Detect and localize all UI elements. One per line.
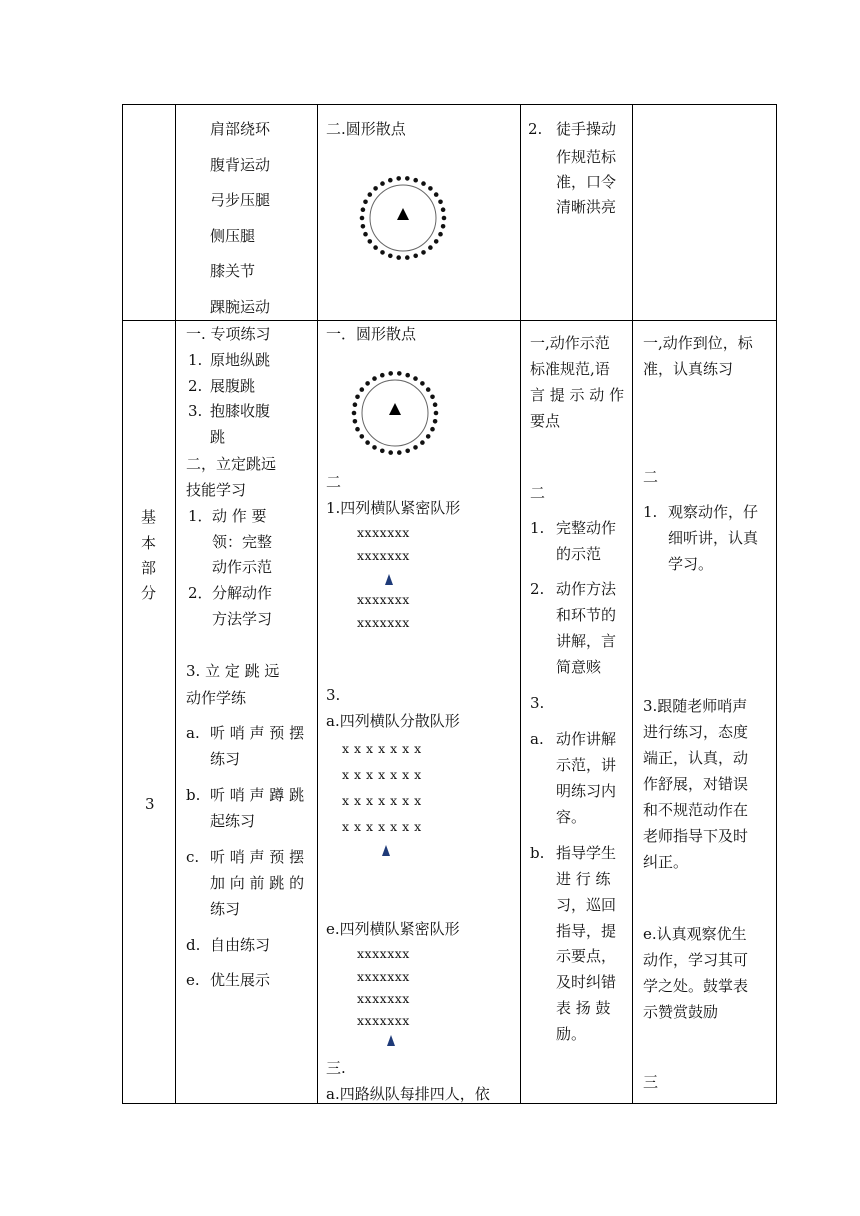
student-dot: [355, 427, 360, 432]
teacher-text: 标准规范,语: [530, 360, 610, 378]
student-dot: [434, 192, 439, 197]
student-text: 进行练习，态度: [643, 723, 749, 741]
heading: 一. 专项练习: [186, 325, 271, 343]
time-minutes: 3: [145, 795, 155, 813]
student-dot: [380, 250, 385, 255]
row1-col4-line: 准，口令: [556, 173, 617, 191]
col-divider-4: [632, 104, 633, 1104]
item-text: 动 作 要: [212, 507, 267, 525]
col-divider-1: [175, 104, 176, 1104]
item-text: 抱膝收腹: [210, 402, 271, 420]
student-dot: [413, 178, 418, 183]
item-text: 明练习内: [556, 782, 617, 800]
student-dot: [353, 419, 358, 424]
student-text: 示赞赏鼓励: [643, 1003, 719, 1021]
teacher-text: 一,动作示范: [530, 334, 610, 352]
student-dot: [426, 434, 431, 439]
item-num: c.: [186, 848, 200, 866]
item-text: 指导，提: [556, 922, 617, 940]
heading: 技能学习: [186, 481, 247, 499]
item-num: 1.: [188, 351, 203, 369]
student-dot: [438, 232, 443, 237]
student-text: 3.跟随老师哨声: [643, 697, 748, 715]
item-text: 原地纵跳: [210, 351, 271, 369]
row1-col2-line: 腹背运动: [210, 156, 271, 174]
item-text: 示范，讲: [556, 756, 617, 774]
student-dot: [420, 381, 425, 386]
item-num: e.: [186, 971, 200, 989]
section-two: 二: [530, 484, 546, 502]
formation-row: x x x x x x x: [342, 741, 422, 756]
heading: 3. 立 定 跳 远: [186, 662, 280, 680]
student-dot: [361, 224, 366, 229]
row1-formation-title: 二.圆形散点: [326, 120, 406, 138]
section-two: 二: [643, 468, 659, 486]
student-text: 准，认真练习: [643, 360, 734, 378]
heading: 动作学练: [186, 689, 247, 707]
row1-col4-line: 作规范标: [556, 148, 617, 166]
section-two: 二: [326, 473, 342, 491]
student-dot: [373, 245, 378, 250]
student-dot: [397, 450, 402, 455]
student-dot: [438, 200, 443, 205]
student-dot: [396, 255, 401, 260]
section-three: 3.: [530, 694, 545, 712]
student-dot: [433, 402, 438, 407]
teacher-text: 言 提 示 动 作: [530, 386, 625, 404]
formation-title: 1.四列横队紧密队形: [326, 499, 461, 517]
student-dot: [360, 387, 365, 392]
section-three: 3.: [326, 686, 341, 704]
row1-col2-line: 踝腕运动: [210, 298, 271, 316]
student-dot: [413, 254, 418, 259]
item-text: 进 行 练: [556, 870, 611, 888]
student-text: 和不规范动作在: [643, 801, 749, 819]
student-dot: [352, 411, 357, 416]
student-dot: [430, 427, 435, 432]
item-num: 2.: [530, 580, 545, 598]
teacher-text: 要点: [530, 412, 561, 430]
row1-col2-line: 肩部绕环: [210, 120, 271, 138]
student-dot: [365, 381, 370, 386]
student-text: 学之处。鼓掌表: [643, 977, 749, 995]
item-text: 起练习: [210, 812, 256, 830]
item-text: 听 哨 声 蹲 跳: [210, 786, 305, 804]
student-text: 一,动作到位，标: [643, 334, 753, 352]
heading: 二，立定跳远: [186, 455, 277, 473]
student-text: e.认真观察优生: [643, 925, 747, 943]
student-dot: [380, 181, 385, 186]
student-dot: [363, 232, 368, 237]
section-label-char: 基: [141, 508, 157, 526]
student-text: 端正，认真，动: [643, 749, 749, 767]
student-dot: [363, 200, 368, 205]
circle-formation-diagram-1: [356, 175, 452, 265]
formation-title: 一．圆形散点: [326, 325, 417, 343]
item-text: 优生展示: [210, 971, 271, 989]
student-dot: [388, 178, 393, 183]
item-text: 练习: [210, 900, 241, 918]
item-text: 表 扬 鼓: [556, 999, 611, 1017]
formation-row: xxxxxxx: [357, 615, 410, 630]
item-text: 和环节的: [556, 606, 617, 624]
formation-row: xxxxxxx: [357, 1013, 410, 1028]
item-text: 领：完整: [212, 533, 273, 551]
student-dot: [355, 395, 360, 400]
student-dot: [442, 216, 447, 221]
item-text: 完整动作: [556, 519, 617, 537]
item-text: 励。: [556, 1025, 587, 1043]
student-dot: [368, 239, 373, 244]
student-dot: [380, 373, 385, 378]
student-dot: [426, 387, 431, 392]
item-text-cont: 跳: [210, 428, 226, 446]
formation-title: e.四列横队紧密队形: [326, 920, 460, 938]
student-dot: [405, 255, 410, 260]
item-num: 2.: [188, 377, 203, 395]
student-dot: [413, 445, 418, 450]
item-text: 习，巡回: [556, 896, 617, 914]
teacher-marker-icon: [385, 574, 393, 585]
row1-col4-num: 2.: [528, 120, 543, 138]
item-num: 2．: [188, 584, 213, 602]
student-dot: [365, 440, 370, 445]
item-text: 容。: [556, 808, 587, 826]
student-dot: [421, 250, 426, 255]
item-text: 简意赅: [556, 658, 602, 676]
item-text: 听 哨 声 预 摆: [210, 848, 305, 866]
student-dot: [380, 449, 385, 454]
student-dot: [388, 450, 393, 455]
student-dot: [372, 376, 377, 381]
formation-row: xxxxxxx: [357, 548, 410, 563]
item-text: 学习。: [668, 555, 714, 573]
student-dot: [441, 224, 446, 229]
formation-title: a.四路纵队每排四人，依: [326, 1085, 490, 1103]
row1-col2-line: 弓步压腿: [210, 191, 271, 209]
item-text: 加 向 前 跳 的: [210, 874, 305, 892]
col-divider-2: [317, 104, 318, 1104]
item-text: 动作讲解: [556, 730, 617, 748]
student-dot: [434, 411, 439, 416]
teacher-marker-icon: [387, 1035, 395, 1046]
formation-row: x x x x x x x: [342, 819, 422, 834]
section-three: 三: [643, 1073, 659, 1091]
student-dot: [405, 373, 410, 378]
row-divider: [122, 320, 777, 321]
item-text: 方法学习: [212, 610, 273, 628]
student-dot: [368, 192, 373, 197]
student-dot: [433, 419, 438, 424]
section-three-cn: 三.: [326, 1059, 346, 1077]
student-dot: [428, 186, 433, 191]
row1-col2-line: 膝关节: [210, 262, 256, 280]
item-text: 的示范: [556, 545, 602, 563]
item-num: 1.: [530, 519, 545, 537]
item-text: 自由练习: [210, 936, 271, 954]
student-dot: [353, 402, 358, 407]
formation-row: xxxxxxx: [357, 946, 410, 961]
student-dot: [361, 207, 366, 212]
teacher-marker-icon: [382, 845, 390, 856]
student-dot: [434, 239, 439, 244]
item-num: b.: [186, 786, 201, 804]
item-num: b.: [530, 844, 545, 862]
student-dot: [360, 434, 365, 439]
student-dot: [397, 371, 402, 376]
item-num: d.: [186, 936, 201, 954]
student-dot: [405, 449, 410, 454]
item-text: 练习: [210, 750, 241, 768]
student-dot: [413, 376, 418, 381]
student-text: 纠正。: [643, 853, 689, 871]
student-dot: [405, 176, 410, 181]
formation-row: x x x x x x x: [342, 767, 422, 782]
item-num: 3.: [188, 402, 203, 420]
item-text: 动作示范: [212, 558, 273, 576]
item-num: a.: [530, 730, 544, 748]
item-text: 细听讲，认真: [668, 529, 759, 547]
item-text: 展腹跳: [210, 377, 256, 395]
table-border-bottom: [122, 1103, 777, 1104]
formation-title: a.四列横队分散队形: [326, 712, 460, 730]
student-dot: [360, 216, 365, 221]
col-divider-3: [520, 104, 521, 1104]
student-text: 动作，学习其可: [643, 951, 749, 969]
student-dot: [430, 395, 435, 400]
row1-col4-line: 清晰洪亮: [556, 198, 617, 216]
student-dot: [388, 254, 393, 259]
section-label-char: 部: [141, 559, 157, 577]
section-label-char: 本: [141, 534, 157, 552]
item-text: 分解动作: [212, 584, 273, 602]
item-text: 及时纠错: [556, 973, 617, 991]
section-label-char: 分: [141, 584, 157, 602]
student-text: 作舒展，对错误: [643, 775, 749, 793]
formation-row: xxxxxxx: [357, 991, 410, 1006]
circle-formation-diagram-2: [348, 370, 444, 460]
student-dot: [420, 440, 425, 445]
item-text: 动作方法: [556, 580, 617, 598]
student-dot: [372, 445, 377, 450]
row1-col4-line: 徒手操动: [556, 120, 617, 138]
row1-col2-line: 侧压腿: [210, 227, 256, 245]
student-dot: [428, 245, 433, 250]
item-text: 指导学生: [556, 844, 617, 862]
item-text: 听 哨 声 预 摆: [210, 724, 305, 742]
item-text: 讲解，言: [556, 632, 617, 650]
item-text: 示要点，: [556, 947, 617, 965]
formation-row: xxxxxxx: [357, 969, 410, 984]
item-text: 观察动作，仔: [668, 503, 759, 521]
table-border-left: [122, 104, 123, 1104]
table-border-top: [122, 104, 777, 105]
table-border-right: [776, 104, 777, 1104]
student-text: 老师指导下及时: [643, 827, 749, 845]
formation-row: xxxxxxx: [357, 525, 410, 540]
formation-row: x x x x x x x: [342, 793, 422, 808]
item-num: 1．: [188, 507, 213, 525]
student-dot: [373, 186, 378, 191]
student-dot: [396, 176, 401, 181]
item-num: a.: [186, 724, 200, 742]
student-dot: [388, 371, 393, 376]
student-dot: [421, 181, 426, 186]
item-num: 1.: [643, 503, 658, 521]
student-dot: [441, 207, 446, 212]
formation-row: xxxxxxx: [357, 592, 410, 607]
